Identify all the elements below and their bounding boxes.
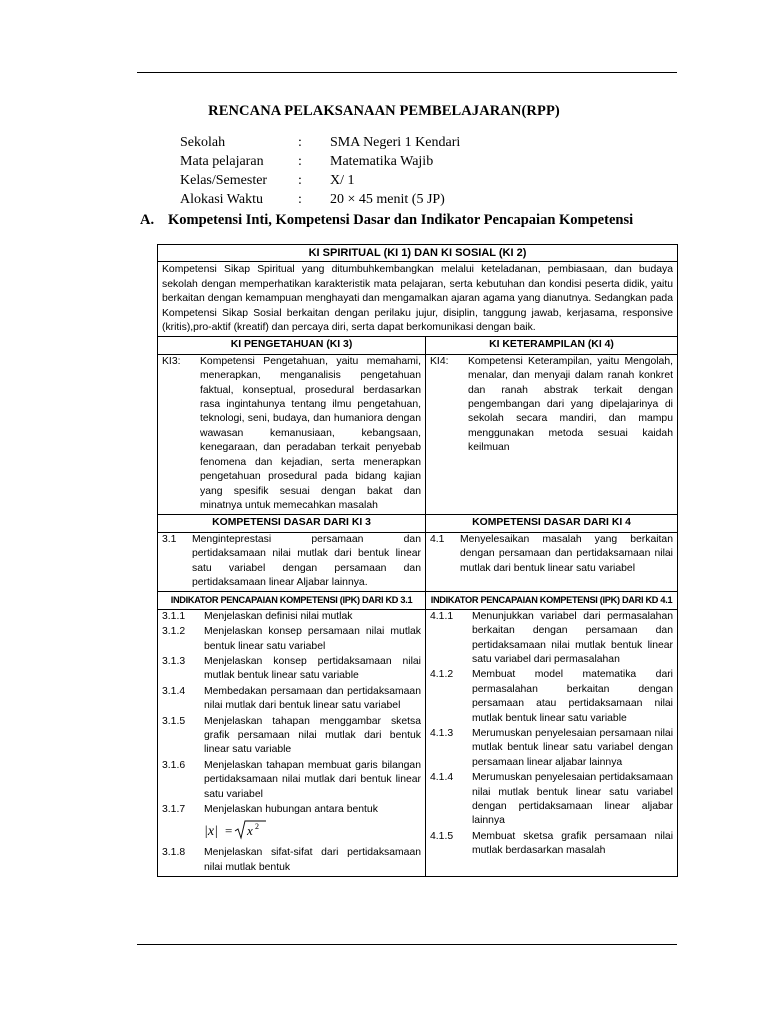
info-row-subject (180, 152, 460, 171)
ipk-text: Menjelaskan definisi nilai mutlak (204, 610, 353, 622)
ipk4-cell (426, 609, 678, 877)
ipk-code: 4.1.4 (430, 772, 454, 784)
ki-spiritual-header: KI SPIRITUAL (KI 1) DAN KI SOSIAL (KI 2) (158, 245, 678, 262)
ipk-text: Menjelaskan tahapan menggambar sketsa grafik persamaan nilai mutlak dari bentuk linear satu variable (204, 715, 421, 756)
ipk-text: Membedakan persamaan dan pertidaksamaan nilai mutlak dari bentuk linear satu variabel (204, 685, 421, 712)
list-item (430, 727, 673, 770)
ipk-code: 3.1.8 (162, 847, 186, 859)
info-value: X/ 1 (330, 173, 355, 188)
kd3-cell (158, 532, 426, 592)
ipk-code: 3.1.7 (162, 804, 186, 816)
identity-block (180, 133, 460, 209)
ipk-text: Menjelaskan sifat-sifat dari pertidaksamaan nilai mutlak bentuk (204, 847, 421, 873)
ipk-code: 3.1.6 (162, 759, 186, 771)
ipk-text: Merumuskan penyelesaian persamaan nilai mutlak bentuk linear satu variabel dengan persamaan linear aljabar lainnya (472, 728, 673, 768)
list-item (430, 830, 673, 859)
ipk-code: 3.1.2 (162, 626, 186, 638)
top-rule (137, 72, 677, 73)
info-value: Matematika Wajib (330, 154, 434, 169)
list-item (162, 846, 421, 875)
competency-table (157, 244, 678, 877)
ipk-code: 4.1.3 (430, 728, 454, 739)
ki4-cell (426, 354, 678, 514)
list-item (162, 759, 421, 802)
kd3-text: Menginteprestasi persamaan dan pertidaksamaan nilai mutlak dari bentuk linear satu variabel dengan persamaan dan pertidaksamaan linear Aljabar lainnya. (192, 533, 421, 588)
ipk-text: Menunjukkan variabel dari permasalahan berkaitan dengan persamaan dan pertidaksamaan nilai mutlak bentuk linear satu variabel dari permasalahan (472, 610, 673, 665)
ki-spiritual-text: Kompetensi Sikap Spiritual yang ditumbuhkembangkan melalui keteladanan, pembiasaan, dan budaya sekolah dengan memperhatikan karakteristik mata pelajaran, serta kebutuhan dan kondisi peserta didik, yaitu berkaitan dengan kemampuan menghayati dan mengamalkan ajaran agama yang dianutnya. Sedangkan pada Kompetensi Sikap Sosial berkaitan dengan perilaku jujur, disiplin, tanggung jawab, kerjasama, responsive (kritis),pro-aktif (kreatif) dan percaya diri, serta dapat berkomunikasi dengan baik. (158, 262, 678, 337)
info-row-time (180, 190, 460, 209)
ki3-text: Kompetensi Pengetahuan, yaitu memahami, menerapkan, menganalisis pengetahuan faktual, konseptual, prosedural berdasarkan rasa ingintahunya tentang ilmu pengetahuan, teknologi, seni, budaya, dan humaniora dengan wawasan kemanusiaan, kebangsaan, kenegaraan, dan peradaban terkait penyebab fenomena dan kejadian, serta menerapkan pengetahuan prosedural pada bidang kajian yang spesifik sesuai dengan bakat dan minatnya untuk memecahkan masalah (200, 355, 421, 511)
ipk4-header: INDIKATOR PENCAPAIAN KOMPETENSI (IPK) DARI KD 4.1 (426, 592, 678, 609)
ipk3-header: INDIKATOR PENCAPAIAN KOMPETENSI (IPK) DARI KD 3.1 (158, 592, 426, 609)
ipk-code: 3.1.3 (162, 655, 186, 667)
ipk-text: Menjelaskan hubungan antara bentuk (204, 804, 378, 816)
info-label: Sekolah (180, 135, 226, 150)
ipk-text: Menjelaskan tahapan membuat garis bilangan pertidaksamaan nilai mutlak dari bentuk linear satu variabel (204, 759, 421, 800)
kd3-header: KOMPETENSI DASAR DARI KI 3 (158, 515, 426, 532)
ipk-text: Membuat model matematika dari permasalahan berkaitan dengan persamaan atau pertidaksamaan nilai mutlak bentuk linear satu variable (472, 669, 673, 724)
list-item (430, 771, 673, 829)
info-label: Mata pelajaran (180, 154, 264, 169)
ipk-text: Menjelaskan konsep pertidaksamaan nilai mutlak bentuk linear satu variable (204, 655, 421, 682)
list-item (162, 685, 421, 714)
section-heading (140, 212, 680, 229)
ipk3-cell (158, 609, 426, 877)
ki3-code: KI3: (162, 355, 181, 367)
kd3-code: 3.1 (162, 533, 177, 545)
ipk-code: 3.1.4 (162, 685, 186, 697)
ipk-code: 4.1.5 (430, 830, 454, 842)
section-letter: A. (140, 212, 155, 228)
list-item (430, 668, 673, 726)
ipk-code: 4.1.2 (430, 669, 454, 681)
list-item (162, 655, 421, 684)
bottom-rule (137, 944, 677, 945)
ipk-code: 3.1.1 (162, 610, 186, 622)
formula-exponent: 2 (255, 822, 259, 832)
kd4-cell (426, 532, 678, 592)
kd4-code: 4.1 (430, 533, 445, 545)
list-item (162, 610, 421, 624)
formula-svg (204, 819, 266, 841)
info-value: 20 × 45 menit (5 JP) (330, 192, 445, 207)
formula (204, 817, 421, 845)
document-title: RENCANA PELAKSANAAN PEMBELAJARAN(RPP) (208, 103, 560, 119)
info-colon: : (298, 154, 302, 169)
info-colon: : (298, 192, 302, 207)
list-item (430, 610, 673, 668)
info-label: Kelas/Semester (180, 173, 268, 188)
list-item (162, 625, 421, 654)
formula-radicand: x (247, 823, 253, 839)
kd4-text: Menyelesaikan masalah yang berkaitan dengan persamaan dan pertidaksamaan nilai mutlak dari bentuk linear satu variabel (460, 533, 673, 574)
info-label: Alokasi Waktu (180, 192, 263, 207)
ipk-code: 3.1.5 (162, 715, 186, 727)
ki4-text: Kompetensi Keterampilan, yaitu Mengolah, menalar, dan menyaji dalam ranah konkret dan ranah abstrak terkait dengan pengembangan dari yang dipelajarinya di sekolah secara mandiri, dan mampu menggunakan metoda sesuai kaidah keilmuan (468, 355, 673, 454)
kd4-header: KOMPETENSI DASAR DARI KI 4 (426, 515, 678, 532)
ipk-text: Membuat sketsa grafik persamaan nilai mutlak berdasarkan masalah (472, 830, 673, 857)
ki4-header: KI KETERAMPILAN (KI 4) (426, 337, 678, 354)
ki3-cell (158, 354, 426, 514)
list-item (162, 715, 421, 758)
info-colon: : (298, 135, 302, 150)
formula-lhs: |x| (204, 824, 218, 840)
ki4-code: KI4: (430, 355, 449, 367)
list-item (162, 803, 421, 845)
ki3-header: KI PENGETAHUAN (KI 3) (158, 337, 426, 354)
info-row-school (180, 133, 460, 152)
ipk-text: Menjelaskan konsep persamaan nilai mutlak bentuk linear satu variabel (204, 626, 421, 652)
formula-eq: = (225, 823, 233, 839)
ipk-text: Merumuskan penyelesaian pertidaksamaan nilai mutlak bentuk linear satu variabel dengan pertidaksamaan linear aljabar lainnya (472, 772, 673, 827)
ipk-code: 4.1.1 (430, 610, 454, 622)
info-row-class (180, 171, 460, 190)
section-title: Kompetensi Inti, Kompetensi Dasar dan Indikator Pencapaian Kompetensi (168, 212, 634, 228)
info-value: SMA Negeri 1 Kendari (330, 135, 461, 150)
info-colon: : (298, 173, 302, 188)
